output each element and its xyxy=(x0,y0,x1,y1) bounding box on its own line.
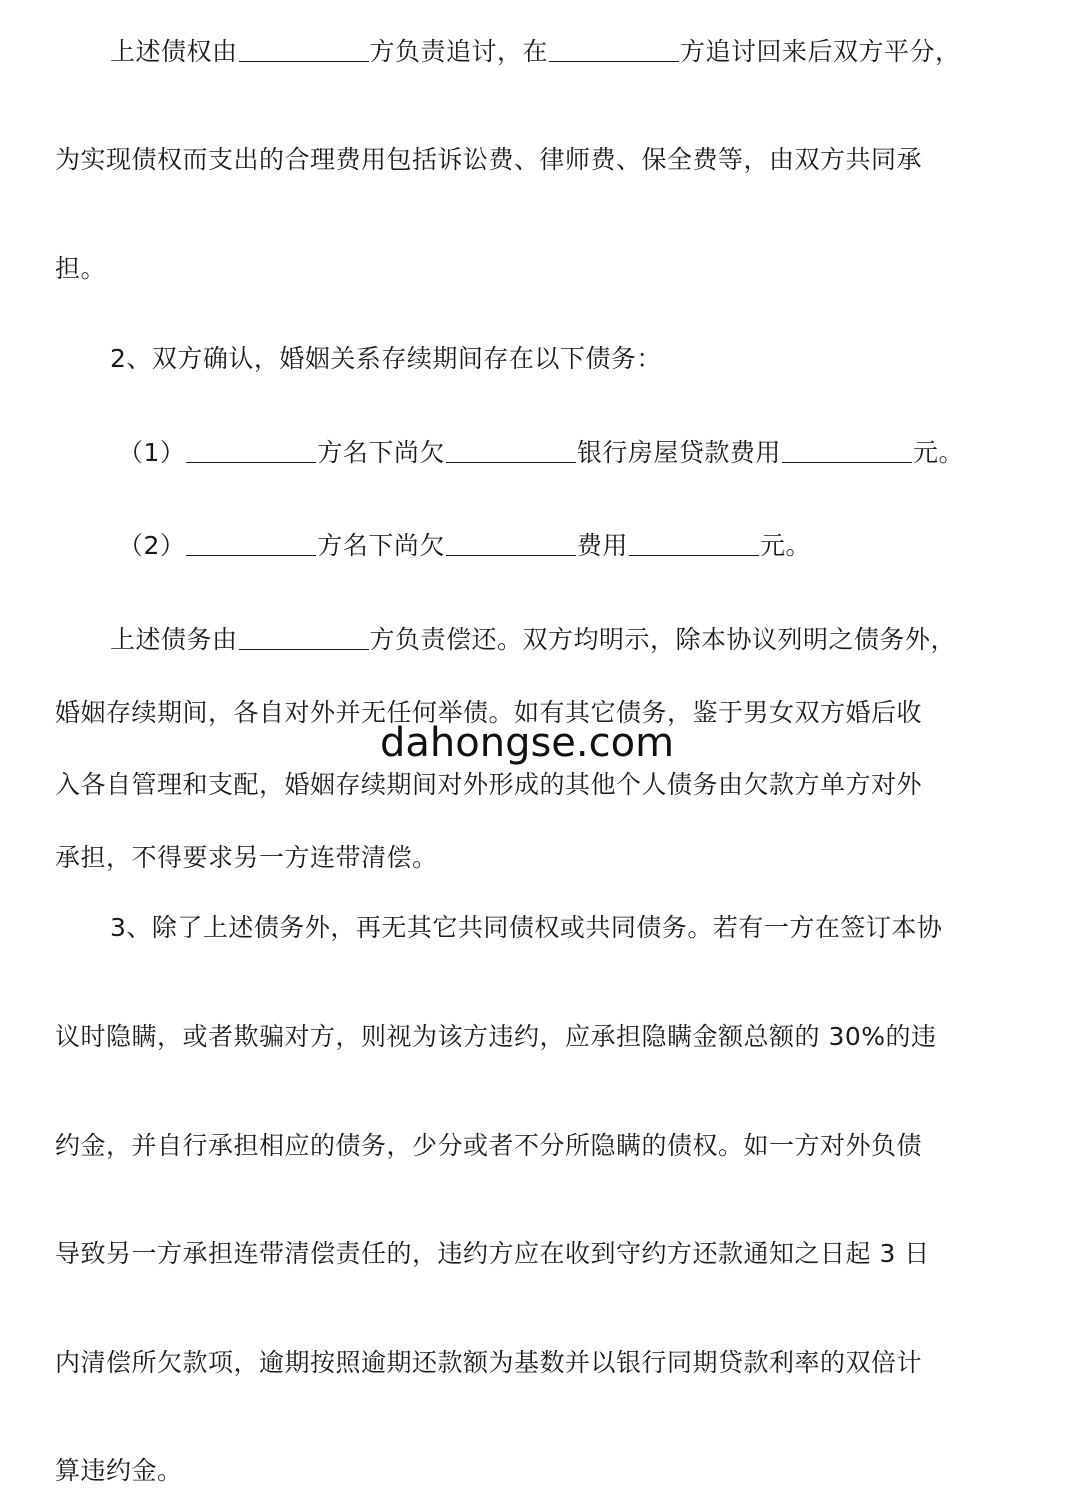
para2-line1 xyxy=(110,623,956,657)
item-number: （1） xyxy=(118,438,186,467)
text: 元。 xyxy=(912,438,964,467)
blank-field xyxy=(549,35,679,62)
blank-field xyxy=(782,436,912,463)
text: 银行房屋贷款费用 xyxy=(576,438,781,467)
debt2-line xyxy=(118,529,811,563)
item3-line2: 议时隐瞒，或者欺骗对方，则视为该方违约，应承担隐瞒金额总额的 30%的违 xyxy=(55,1022,937,1051)
item3-line4: 导致另一方承担连带清偿责任的，违约方应在收到守约方还款通知之日起 3 日 xyxy=(55,1239,930,1268)
item2-heading: 2、双方确认，婚姻关系存续期间存在以下债务： xyxy=(110,344,662,373)
blank-field xyxy=(446,529,576,556)
text: 方追讨回来后双方平分， xyxy=(680,37,961,66)
text: 方名下尚欠 xyxy=(317,531,445,560)
text: 上述债权由 xyxy=(110,37,238,66)
blank-field xyxy=(239,623,369,650)
para1-line3: 担。 xyxy=(55,254,107,283)
text: 费用 xyxy=(576,531,628,560)
item3-line5: 内清偿所欠款项，逾期按照逾期还款额为基数并以银行同期贷款利率的双倍计 xyxy=(55,1348,923,1377)
blank-field xyxy=(186,529,316,556)
item3-line3: 约金，并自行承担相应的债务，少分或者不分所隐瞒的债权。如一方对外负债 xyxy=(55,1131,923,1160)
para2-line4: 承担，不得要求另一方连带清偿。 xyxy=(55,843,438,872)
text: 方负责追讨，在 xyxy=(369,37,549,66)
watermark: dahongse.com xyxy=(380,720,675,766)
blank-field xyxy=(186,436,316,463)
para1-line1 xyxy=(110,35,961,69)
para1-line2: 为实现债权而支出的合理费用包括诉讼费、律师费、保全费等，由双方共同承 xyxy=(55,145,923,174)
blank-field xyxy=(629,529,759,556)
item-number: （2） xyxy=(118,531,186,560)
item3-line1: 3、除了上述债务外，再无其它共同债权或共同债务。若有一方在签订本协 xyxy=(110,913,943,942)
para2-line3: 入各自管理和支配，婚姻存续期间对外形成的其他个人债务由欠款方单方对外 xyxy=(55,770,923,799)
debt1-line xyxy=(118,436,964,470)
blank-field xyxy=(239,35,369,62)
blank-field xyxy=(446,436,576,463)
para2-line2: 婚姻存续期间，各自对外并无任何举债。如有其它债务，鉴于男女双方婚后收 xyxy=(55,698,923,727)
text: 方负责偿还。双方均明示，除本协议列明之债务外， xyxy=(369,625,957,654)
text: 元。 xyxy=(759,531,811,560)
text: 上述债务由 xyxy=(110,625,238,654)
text: 方名下尚欠 xyxy=(317,438,445,467)
item3-line6: 算违约金。 xyxy=(55,1456,183,1485)
